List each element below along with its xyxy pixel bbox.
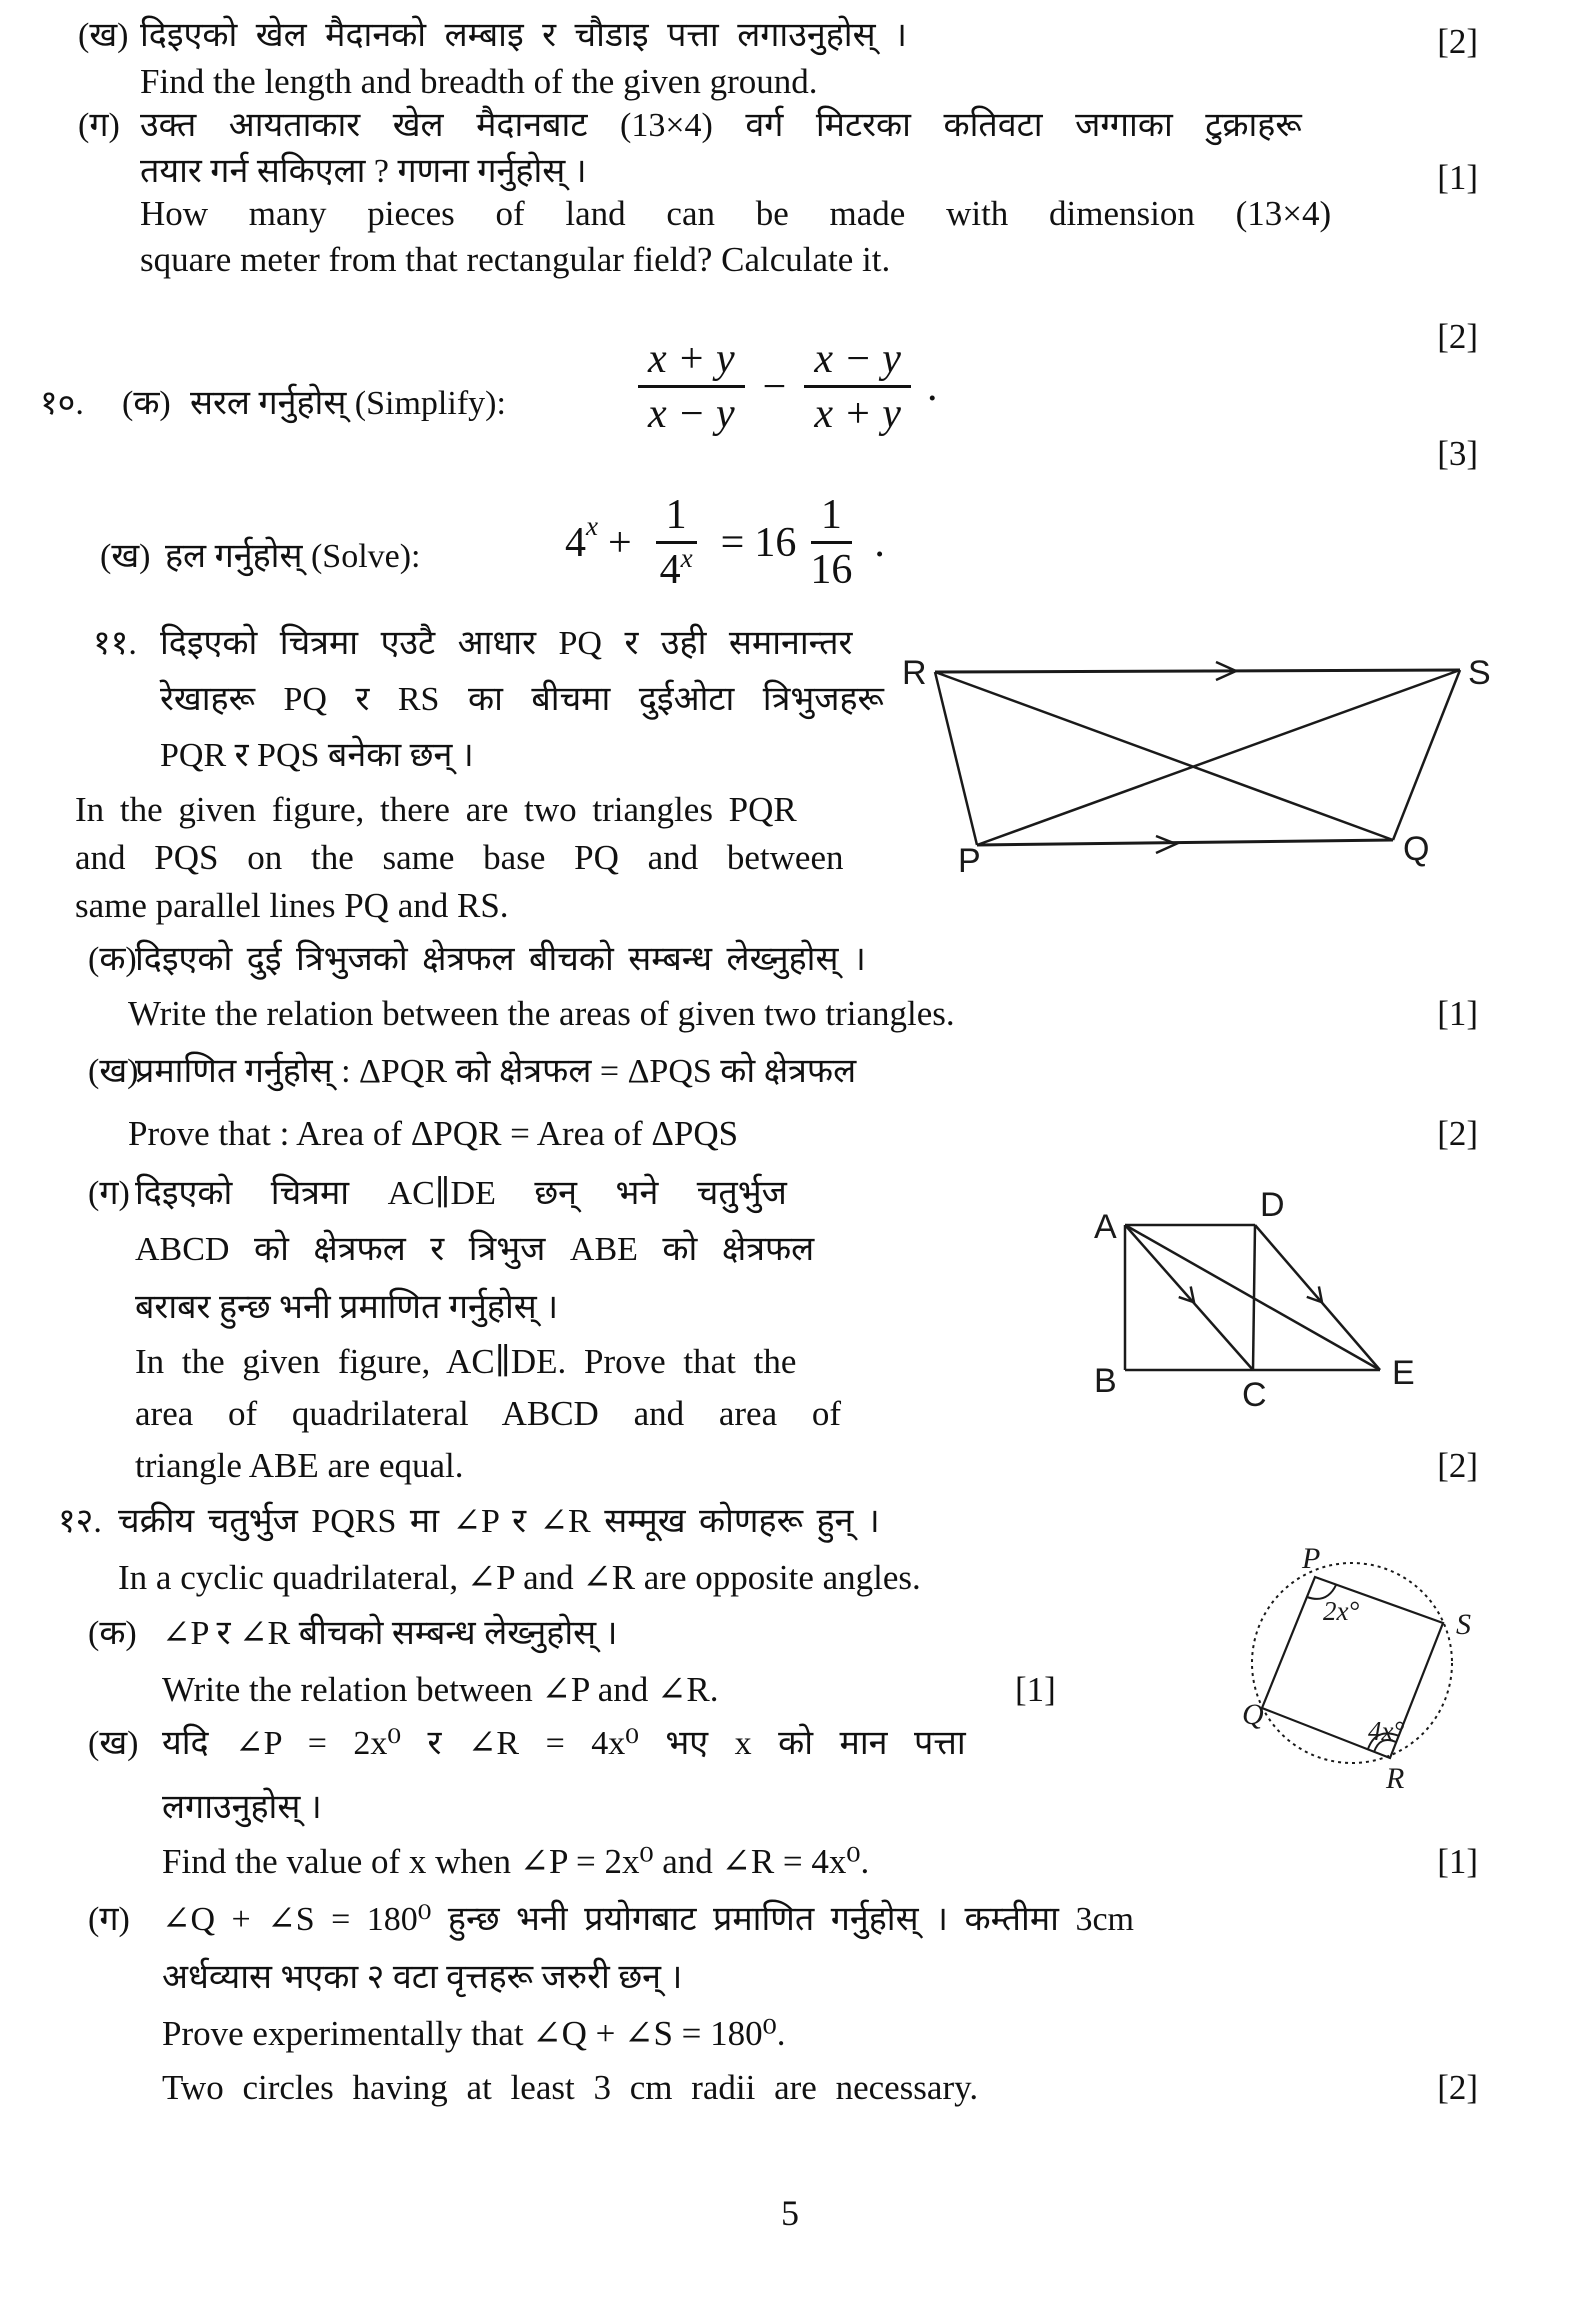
- q11c-marks: [2]: [1437, 1446, 1478, 1485]
- fraction-1-denominator: x − y: [648, 391, 735, 438]
- q10b-marks: [3]: [1437, 434, 1478, 473]
- q12c-marks: [2]: [1437, 2068, 1478, 2107]
- q12c-text-nepali-line2: अर्धव्यास भएका २ वटा वृत्तहरू जरुरी छन् ।: [162, 1959, 683, 1996]
- q12b-text-nepali-line1: यदि ∠P = 2x⁰ र ∠R = 4x⁰ भए x को मान पत्ता: [162, 1725, 966, 1762]
- q11c-text-nepali-line2: ABCD को क्षेत्रफल र त्रिभुज ABE को क्षेत्रफल: [135, 1231, 815, 1268]
- figure-quadrilateral-abcde: [1080, 1180, 1480, 1410]
- diagonal-rq: [935, 672, 1393, 840]
- diagonal-ac: [1125, 1225, 1253, 1370]
- vertex-label-p: P: [1302, 1542, 1321, 1575]
- q11-text-english-line2: and PQS on the same base PQ and between: [75, 838, 844, 877]
- q12a-text-nepali: ∠P र ∠R बीचको सम्बन्ध लेख्नुहोस् ।: [162, 1615, 618, 1652]
- q12b-marks: [1]: [1437, 1842, 1478, 1881]
- q11c-text-english-line1: In the given figure, AC∥DE. Prove that the: [135, 1342, 797, 1381]
- q11c-text-nepali-line3: बराबर हुन्छ भनी प्रमाणित गर्नुहोस् ।: [135, 1289, 559, 1326]
- equals-operator: =: [720, 519, 745, 566]
- q12a-marks: [1]: [1015, 1670, 1056, 1709]
- q11-number: ११.: [93, 625, 137, 662]
- q12c-text-english-line2: Two circles having at least 3 cm radii are necessary.: [162, 2068, 979, 2107]
- q11-text-english-line1: In the given figure, there are two triangles PQR: [75, 790, 797, 829]
- vertex-label-c: C: [1242, 1376, 1267, 1410]
- q11a-marks: [1]: [1437, 994, 1478, 1033]
- q12a-label: (क): [88, 1615, 137, 1652]
- fraction-2-numerator: x − y: [804, 336, 911, 388]
- vertex-label-d: D: [1260, 1186, 1285, 1224]
- line-sq: [1393, 670, 1460, 840]
- period: .: [926, 363, 938, 410]
- figure-trapezoid-pqrs: [900, 632, 1520, 882]
- q11b-label2: (ख): [88, 1053, 139, 1090]
- q11b-text-english: Prove that : Area of ΔPQR = Area of ΔPQS: [128, 1114, 739, 1153]
- fraction-2-denominator: x + y: [814, 391, 901, 438]
- angle-p-value: 2x°: [1323, 1596, 1360, 1626]
- angle-r-value: 4x°: [1368, 1716, 1405, 1746]
- q11c-label: (ग): [88, 1175, 130, 1212]
- q11b-marks: [2]: [1437, 1114, 1478, 1153]
- q11-text-english-line3: same parallel lines PQ and RS.: [75, 886, 509, 925]
- q12a-text-english: Write the relation between ∠P and ∠R.: [162, 1670, 719, 1709]
- vertex-label-e: E: [1392, 1354, 1415, 1392]
- mixed-fraction: [800, 492, 862, 593]
- reciprocal-numerator: 1: [656, 492, 697, 544]
- q11c-text-english-line2: area of quadrilateral ABCD and area of: [135, 1394, 842, 1433]
- mixed-denominator: 16: [810, 547, 853, 594]
- fraction-2: [804, 336, 911, 437]
- q12b-text-english: Find the value of x when ∠P = 2x⁰ and ∠R = 4x⁰.: [162, 1842, 870, 1881]
- vertex-label-s: S: [1456, 1608, 1471, 1641]
- vertex-label-q: Q: [1242, 1698, 1264, 1731]
- q12b-text-nepali-line2: लगाउनुहोस् ।: [162, 1789, 322, 1826]
- line-rs: [935, 670, 1460, 672]
- q12c-text-english-line1: Prove experimentally that ∠Q + ∠S = 180⁰.: [162, 2014, 786, 2053]
- vertex-label-q: Q: [1403, 830, 1430, 868]
- vertex-label-r: R: [1386, 1762, 1405, 1795]
- q10a-label: (क): [122, 385, 171, 422]
- mixed-numerator: 1: [811, 492, 852, 544]
- vertex-label-a: A: [1094, 1208, 1117, 1246]
- q12c-text-nepali-line1: ∠Q + ∠S = 180⁰ हुन्छ भनी प्रयोगबाट प्रमाणित गर्नुहोस् । कम्तीमा 3cm: [162, 1901, 1134, 1938]
- parallel-arrow-pq: [1156, 836, 1176, 853]
- diagonal-de: [1255, 1225, 1380, 1370]
- q11-text-nepali-line1: दिइएको चित्रमा एउटै आधार PQ र उही समानान्तर: [160, 625, 853, 662]
- q12-text-english: In a cyclic quadrilateral, ∠P and ∠R are opposite angles.: [118, 1558, 921, 1597]
- q10b-equation: [565, 492, 885, 593]
- q9b-label: (ख): [78, 17, 129, 54]
- q12-number: १२.: [58, 1503, 102, 1540]
- q11c-text-english-line3: triangle ABE are equal.: [135, 1446, 464, 1485]
- q9c-label: (ग): [78, 107, 120, 144]
- vertex-label-r: R: [902, 654, 927, 692]
- vertex-label-b: B: [1094, 1362, 1117, 1400]
- q9c-text-english-line1: How many pieces of land can be made with dimension (13×4): [140, 194, 1332, 233]
- q10b-prompt: हल गर्नुहोस् (Solve):: [165, 538, 421, 575]
- q9b-marks: [2]: [1437, 22, 1478, 61]
- minus-operator: −: [762, 363, 787, 410]
- q11a-text-nepali: दिइएको दुई त्रिभुजको क्षेत्रफल बीचको सम्बन्ध लेख्नुहोस् ।: [135, 941, 866, 978]
- q9c-marks: [1]: [1437, 158, 1478, 197]
- q11c-text-nepali-line1: दिइएको चित्रमा AC∥DE छन् भने चतुर्भुज: [135, 1175, 787, 1212]
- fraction-reciprocal: [650, 492, 703, 593]
- q10b-label: (ख): [100, 538, 151, 575]
- q10a-expression: [630, 336, 937, 437]
- q11-text-nepali-line3: PQR र PQS बनेका छन् ।: [160, 737, 474, 774]
- base-4: 4: [565, 519, 586, 566]
- plus-operator: +: [607, 519, 632, 566]
- q12c-label: (ग): [88, 1901, 130, 1938]
- diagonal-ps: [977, 670, 1460, 845]
- reciprocal-denominator: 4$^x$: [659, 543, 693, 594]
- period: .: [874, 519, 885, 566]
- q12b-label: (ख): [88, 1725, 139, 1762]
- fraction-1-numerator: x + y: [638, 336, 745, 388]
- circle-outline: [1252, 1563, 1452, 1763]
- line-pq: [977, 840, 1393, 845]
- whole-16: 16: [754, 519, 797, 566]
- q12-text-nepali: चक्रीय चतुर्भुज PQRS मा ∠P र ∠R सम्मूख कोणहरू हुन् ।: [118, 1503, 880, 1540]
- vertex-label-s: S: [1468, 654, 1491, 692]
- q11a-text-english: Write the relation between the areas of given two triangles.: [128, 994, 955, 1033]
- exponent-x: x: [586, 510, 598, 541]
- q10a-prompt: सरल गर्नुहोस् (Simplify):: [190, 385, 506, 422]
- fraction-1: [638, 336, 745, 437]
- q9c-text-nepali-line2: तयार गर्न सकिएला ? गणना गर्नुहोस् ।: [140, 153, 587, 190]
- q10a-marks: [2]: [1437, 317, 1478, 356]
- line-rp: [935, 672, 977, 845]
- q9c-text-english-line2: square meter from that rectangular field? Calculate it.: [140, 240, 891, 279]
- q9c-text-nepali-line1: उक्त आयताकार खेल मैदानबाट (13×4) वर्ग मिटरका कतिवटा जग्गाका टुक्राहरू: [140, 107, 1302, 144]
- vertex-label-p: P: [958, 842, 981, 880]
- q11a-label: (क): [88, 941, 137, 978]
- q11-text-nepali-line2: रेखाहरू PQ र RS का बीचमा दुईओटा त्रिभुजहरू: [160, 681, 884, 718]
- q9b-text-english: Find the length and breadth of the given ground.: [140, 62, 818, 101]
- q9b-text-nepali: दिइएको खेल मैदानको लम्बाइ र चौडाइ पत्ता लगाउनुहोस् ।: [140, 17, 907, 54]
- figure-cyclic-quadrilateral: [1230, 1520, 1580, 1820]
- q11b-text-nepali: प्रमाणित गर्नुहोस् : ΔPQR को क्षेत्रफल = ΔPQS को क्षेत्रफल: [135, 1053, 857, 1090]
- q10-number: १०.: [40, 385, 84, 422]
- page-number: 5: [781, 2193, 799, 2233]
